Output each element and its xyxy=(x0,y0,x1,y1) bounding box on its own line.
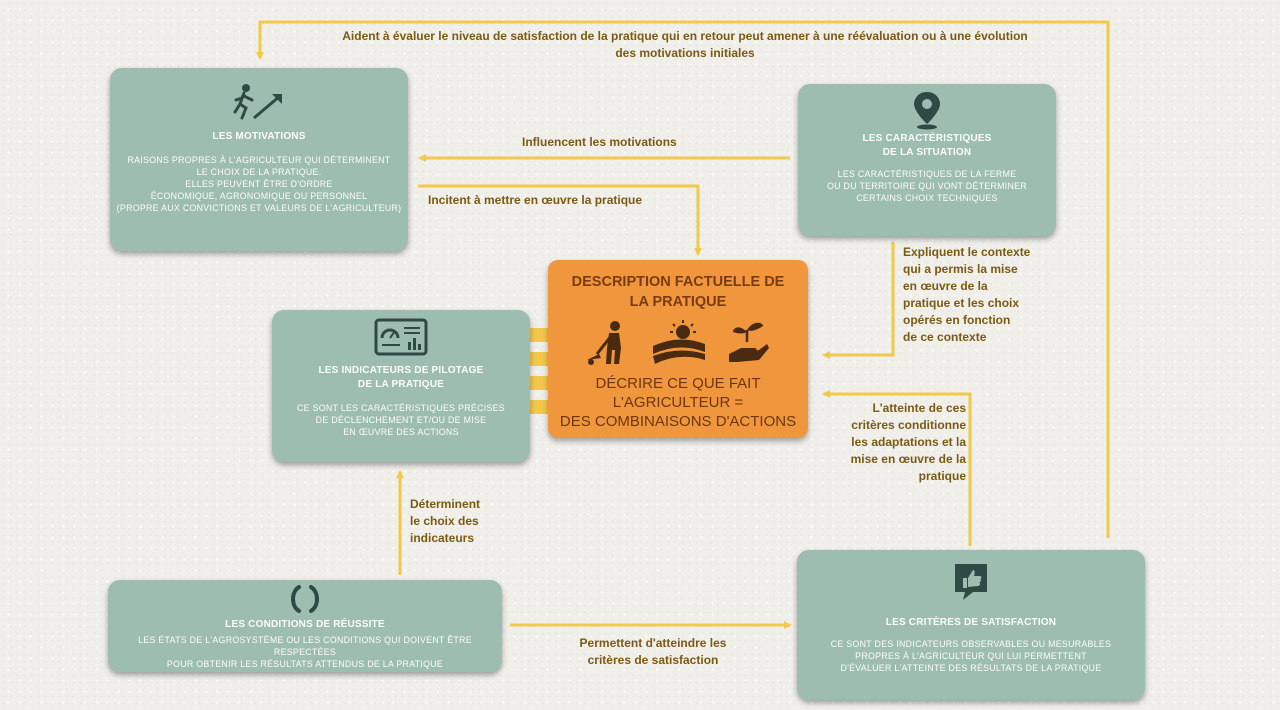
label-expliquent-line: qui a permis la mise xyxy=(903,262,1018,276)
arrow-expliquent xyxy=(824,242,893,355)
label-atteinte-line: pratique xyxy=(918,469,966,483)
criteres-line: D'ÉVALUER L'ATTEINTE DES RÉSULTATS DE LA PRATIQUE xyxy=(840,663,1102,673)
center-text: DÉCRIRE CE QUE FAIT xyxy=(595,375,761,392)
connector-tab xyxy=(530,376,548,390)
label-expliquent-line: opérés en fonction xyxy=(903,313,1011,327)
label-determinent xyxy=(410,496,480,547)
label-determinent-line: indicateurs xyxy=(410,531,475,545)
label-permettent xyxy=(548,635,758,669)
label-influencent: Influencent les motivations xyxy=(522,135,677,149)
label-expliquent-line: Expliquent le contexte xyxy=(903,245,1031,259)
motivations-line: ELLES PEUVENT ÊTRE D'ORDRE xyxy=(185,179,333,189)
box-conditions xyxy=(108,580,502,672)
connector-tab xyxy=(530,328,548,342)
label-determinent-line: Déterminent xyxy=(410,497,481,511)
motivations-line: LE CHOIX DE LA PRATIQUE. xyxy=(196,167,322,177)
label-atteinte-line: mise en œuvre de la xyxy=(850,452,966,466)
label-expliquent-line: de ce contexte xyxy=(903,330,987,344)
conditions-line: LES ÉTATS DE L'AGROSYSTÈME OU LES CONDITIONS QUI DOIVENT ÊTRE RESPECTÉES xyxy=(138,635,472,657)
label-feedback-line: Aident à évaluer le niveau de satisfaction de la pratique qui en retour peut amener à une réévaluation ou à une évolution xyxy=(342,29,1028,43)
box-indicateurs xyxy=(272,310,530,462)
thumbs-up-bubble-icon xyxy=(951,560,991,602)
label-expliquent-line: en œuvre de la xyxy=(903,279,988,293)
caracteristiques-title: DE LA SITUATION xyxy=(882,147,972,158)
motivations-line: RAISONS PROPRES À L'AGRICULTEUR QUI DÉTERMINENT xyxy=(127,155,391,165)
criteres-line: PROPRES À L'AGRICULTEUR QUI LUI PERMETTENT xyxy=(855,651,1087,661)
box-description-pratique xyxy=(548,260,808,438)
climbing-person-arrow-icon xyxy=(232,82,286,122)
label-atteinte-line: critères conditionne xyxy=(851,418,966,432)
caracteristiques-title: LES CARACTÉRISTIQUES xyxy=(862,133,992,144)
criteres-line: CE SONT DES INDICATEURS OBSERVABLES OU MESURABLES xyxy=(830,639,1112,649)
center-title: DESCRIPTION FACTUELLE DE xyxy=(571,274,785,290)
indicateurs-line: CE SONT LES CARACTÉRISTIQUES PRÉCISES xyxy=(297,403,505,413)
label-feedback xyxy=(280,28,1090,62)
caracteristiques-line: LES CARACTÉRISTIQUES DE LA FERME xyxy=(837,169,1017,179)
laurel-wreath-icon xyxy=(287,584,323,614)
sun-field-icon xyxy=(649,320,709,366)
label-atteinte-line: les adaptations et la xyxy=(851,435,966,449)
label-permettent-line: critères de satisfaction xyxy=(587,653,719,667)
motivations-title: LES MOTIVATIONS xyxy=(212,131,306,142)
dashboard-gauge-icon xyxy=(374,318,428,356)
label-atteinte-line: L'atteinte de ces xyxy=(872,401,966,415)
indicateurs-title: LES INDICATEURS DE PILOTAGE xyxy=(318,365,484,376)
conditions-line: POUR OBTENIR LES RÉSULTATS ATTENDUS DE LA PRATIQUE xyxy=(166,659,444,669)
label-determinent-line: le choix des xyxy=(410,514,479,528)
location-pin-icon xyxy=(910,90,944,130)
connector-tab xyxy=(530,400,548,414)
label-expliquent xyxy=(903,244,1030,346)
label-feedback-line: des motivations initiales xyxy=(615,46,755,60)
caracteristiques-line: OU DU TERRITOIRE QUI VONT DÉTERMINER xyxy=(827,181,1027,191)
motivations-line: (PROPRE AUX CONVICTIONS ET VALEURS DE L'AGRICULTEUR) xyxy=(116,203,402,213)
label-expliquent-line: pratique et les choix xyxy=(903,296,1020,310)
center-text: DES COMBINAISONS D'ACTIONS xyxy=(559,413,797,430)
criteres-title: LES CRITÈRES DE SATISFACTION xyxy=(885,617,1057,628)
label-atteinte xyxy=(822,400,966,485)
center-icons xyxy=(548,320,808,368)
indicateurs-title: DE LA PRATIQUE xyxy=(357,379,445,390)
box-caracteristiques xyxy=(798,84,1056,236)
motivations-line: ÉCONOMIQUE, AGRONOMIQUE OU PERSONNEL xyxy=(150,191,368,201)
farmer-working-icon xyxy=(585,320,633,366)
center-title: LA PRATIQUE xyxy=(629,294,727,310)
caracteristiques-line: CERTAINS CHOIX TECHNIQUES xyxy=(856,193,998,203)
label-incitent: Incitent à mettre en œuvre la pratique xyxy=(428,193,643,207)
conditions-title: LES CONDITIONS DE RÉUSSITE xyxy=(225,619,385,630)
box-criteres xyxy=(797,550,1145,700)
indicateurs-line: EN ŒUVRE DES ACTIONS xyxy=(343,427,459,437)
connector-tab xyxy=(530,352,548,366)
label-permettent-line: Permettent d'atteindre les xyxy=(579,636,727,650)
hand-plant-icon xyxy=(725,320,771,366)
box-motivations xyxy=(110,68,408,251)
center-text: L'AGRICULTEUR = xyxy=(612,394,744,411)
indicateurs-line: DE DÉCLENCHEMENT ET/OU DE MISE xyxy=(315,415,487,425)
